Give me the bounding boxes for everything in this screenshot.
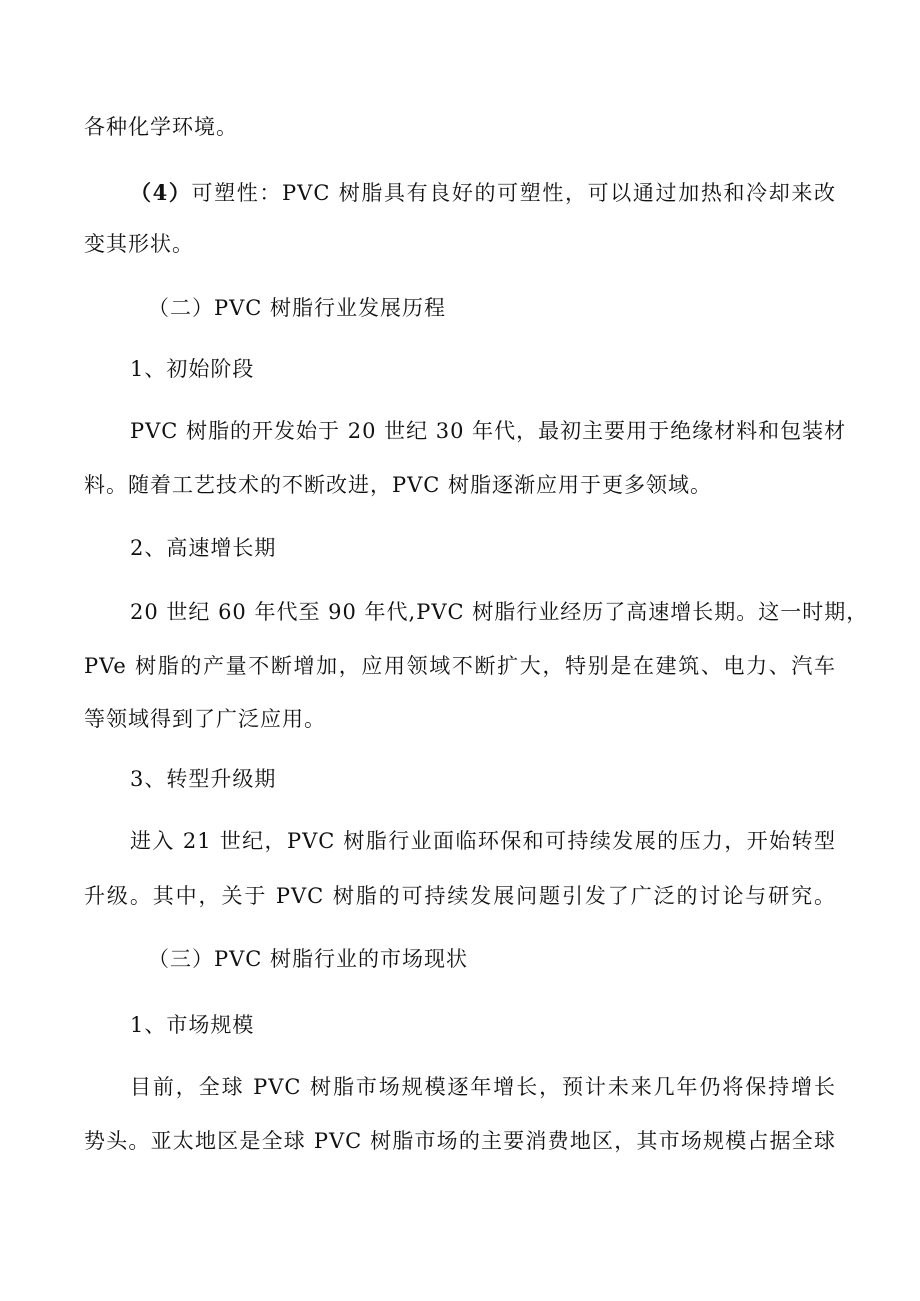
paragraph-line: 料。随着工艺技术的不断改进，PVC 树脂逐渐应用于更多领域。 (84, 473, 713, 497)
paragraph-line: PVC 树脂的开发始于 20 世纪 30 年代，最初主要用于绝缘材料和包装材 (130, 419, 847, 443)
paragraph-line: PVe 树脂的产量不断增加，应用领域不断扩大，特别是在建筑、电力、汽车 (84, 654, 836, 678)
subsection-heading: 1、初始阶段 (130, 357, 255, 381)
paragraph-line: 等领域得到了广泛应用。 (84, 707, 326, 731)
paragraph-line: 各种化学环境。 (84, 115, 238, 139)
subsection-heading: 1、市场规模 (130, 1013, 255, 1037)
paragraph-line: 变其形状。 (84, 232, 194, 256)
paragraph-line: 势头。亚太地区是全球 PVC 树脂市场的主要消费地区，其市场规模占据全球 (84, 1129, 836, 1153)
subsection-heading: 3、转型升级期 (130, 767, 277, 791)
property-text: 可塑性：PVC 树脂具有良好的可塑性，可以通过加热和冷却来改 (191, 181, 836, 205)
paragraph-line: 20 世纪 60 年代至 90 年代,PVC 树脂行业经历了高速增长期。这一时期， (130, 600, 869, 624)
paragraph-line: 进入 21 世纪，PVC 树脂行业面临环保和可持续发展的压力，开始转型 (130, 829, 836, 853)
section-heading: （三）PVC 树脂行业的市场现状 (148, 947, 469, 971)
section-heading: （二）PVC 树脂行业发展历程 (148, 296, 447, 320)
paragraph-line: （4）可塑性：PVC 树脂具有良好的可塑性，可以通过加热和冷却来改 (130, 180, 836, 205)
paragraph-line: 升级。其中，关于 PVC 树脂的可持续发展问题引发了广泛的讨论与研究。 (84, 884, 836, 908)
subsection-heading: 2、高速增长期 (130, 536, 277, 560)
paragraph-line: 目前，全球 PVC 树脂市场规模逐年增长，预计未来几年仍将保持增长 (130, 1075, 836, 1099)
